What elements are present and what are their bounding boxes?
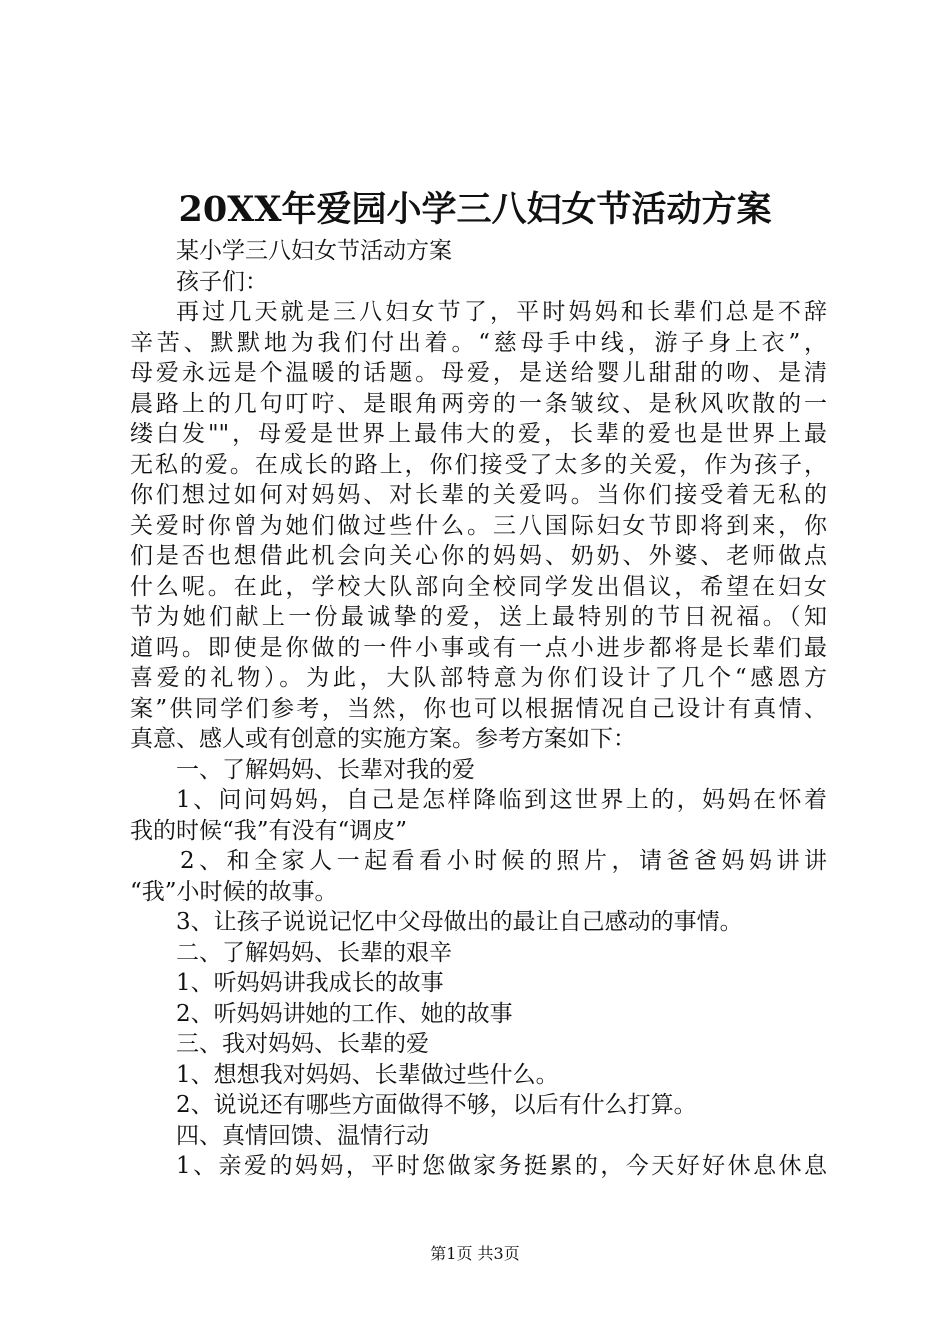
paragraph-line: 无私的爱。在成长的路上，你们接受了太多的关爱，作为孩子， [130,451,827,478]
paragraph-line: 晨路上的几句叮咛、是眼角两旁的一条皱纹、是秋风吹散的一 [130,390,827,417]
paragraph-line: 1、问问妈妈，自己是怎样降临到这世界上的，妈妈在怀着 [176,787,827,813]
paragraph-line: 孩子们： [176,268,268,295]
paragraph-line: 1、亲爱的妈妈，平时您做家务挺累的，今天好好休息休息 [176,1153,827,1179]
paragraph-line: 什么呢。在此，学校大队部向全校同学发出倡议，希望在妇女 [130,573,827,600]
paragraph-line: 2、说说还有哪些方面做得不够，以后有什么打算。 [176,1092,697,1118]
paragraph-line: 喜爱的礼物）。为此，大队部特意为你们设计了几个“感恩方 [130,665,827,691]
paragraph-line: 节为她们献上一份最诚挚的爱，送上最特别的节日祝福。（知 [130,604,827,630]
paragraph-line: 道吗。即使是你做的一件小事或有一点小进步都将是长辈们最 [130,634,827,661]
paragraph-line: 某小学三八妇女节活动方案 [176,238,452,264]
paragraph-line: 缕白发""，母爱是世界上最伟大的爱，长辈的爱也是世界上最 [130,421,827,447]
paragraph-line: 1、听妈妈讲我成长的故事 [176,970,444,996]
paragraph-line: 2、听妈妈讲她的工作、她的故事 [176,1000,513,1027]
paragraph-line: “我”小时候的故事。 [130,878,338,905]
section-heading: 四、真情回馈、温情行动 [176,1122,429,1149]
paragraph-line: 1、想想我对妈妈、长辈做过些什么。 [176,1061,559,1088]
paragraph-line: 们是否也想借此机会向关心你的妈妈、奶奶、外婆、老师做点 [130,543,827,569]
section-heading: 二、了解妈妈、长辈的艰辛 [176,939,452,966]
section-heading: 一、了解妈妈、长辈对我的爱 [176,756,475,783]
paragraph-line: 你们想过如何对妈妈、对长辈的关爱吗。当你们接受着无私的 [130,482,827,508]
document-body [130,236,827,1182]
paragraph-line: 2、和全家人一起看看小时候的照片，请爸爸妈妈讲讲 [180,848,827,874]
page-indicator: 第1页 共3页 [430,1244,520,1263]
paragraph-line: 我的时候“我”有没有“调皮” [130,817,408,844]
paragraph-line: 3、让孩子说说记忆中父母做出的最让自己感动的事情。 [176,909,743,935]
paragraph-line: 母爱永远是个温暖的话题。母爱，是送给婴儿甜甜的吻、是清 [130,360,827,386]
document-title: 20XX年爱园小学三八妇女节活动方案 [178,189,772,230]
paragraph-line: 再过几天就是三八妇女节了，平时妈妈和长辈们总是不辞 [176,299,827,325]
paragraph-line: 真意、感人或有创意的实施方案。参考方案如下： [130,726,636,752]
paragraph-line: 案”供同学们参考，当然，你也可以根据情况自己设计有真情、 [130,695,827,722]
paragraph-line: 辛苦、默默地为我们付出着。“慈母手中线，游子身上衣”， [130,329,827,356]
paragraph-line: 关爱时你曾为她们做过些什么。三八国际妇女节即将到来，你 [130,512,827,539]
section-heading: 三、我对妈妈、长辈的爱 [176,1031,429,1057]
